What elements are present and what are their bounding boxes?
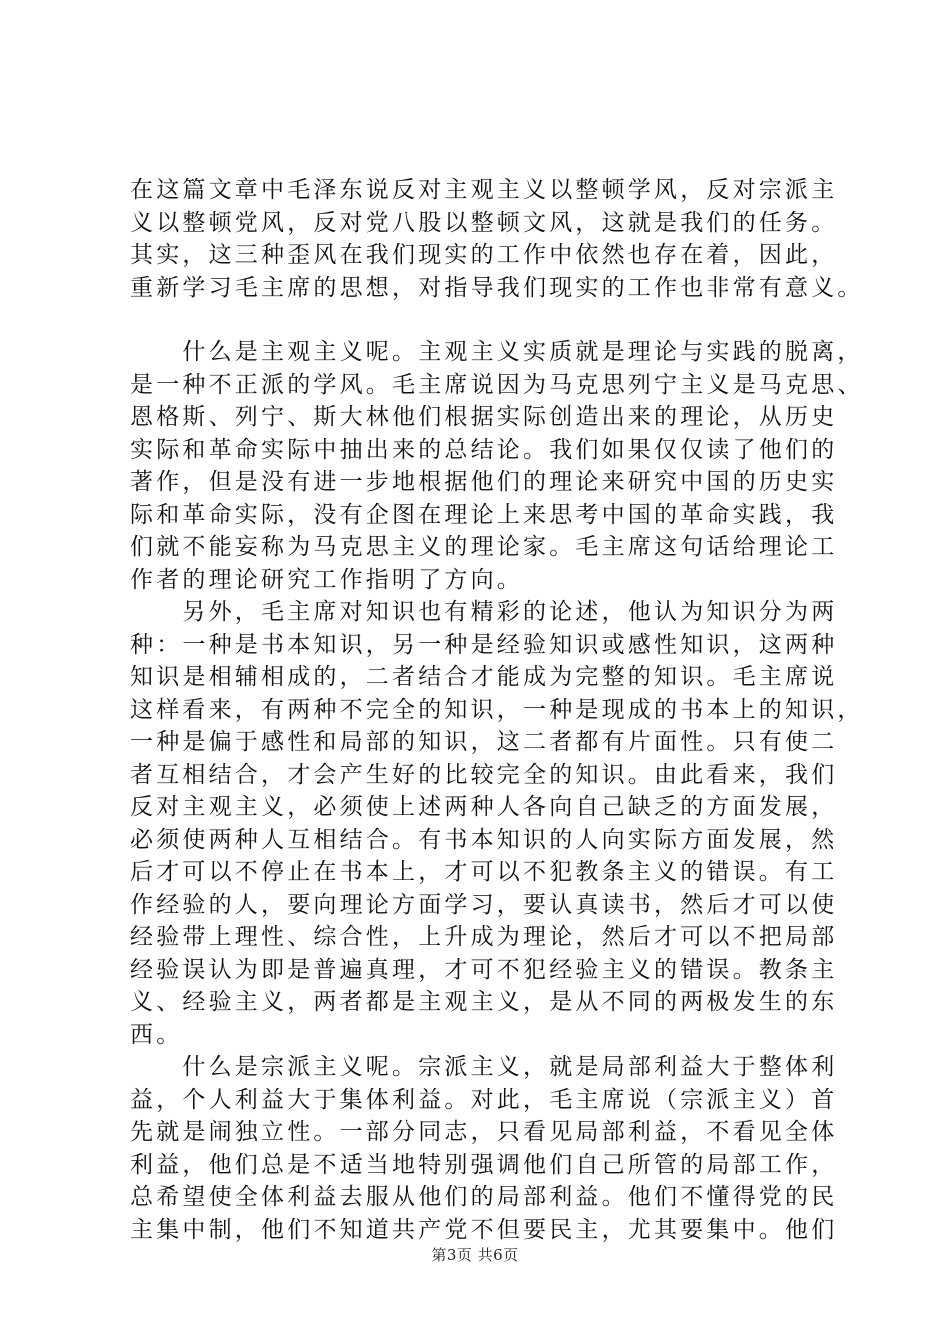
text-line: 什么是宗派主义呢。宗派主义，就是局部利益大于整体利 <box>130 1054 838 1080</box>
text-line: 在这篇文章中毛泽东说反对主观主义以整顿学风，反对宗派主 <box>130 177 838 203</box>
text-line: 者互相结合，才会产生好的比较完全的知识。由此看来，我们 <box>130 761 838 788</box>
text-line: 益，个人利益大于集体利益。对此，毛主席说（宗派主义）首 <box>130 1086 838 1113</box>
text-line: 义、经验主义，两者都是主观主义，是从不同的两极发生的东 <box>130 989 838 1015</box>
document-body <box>130 174 864 1246</box>
text-line: 际和革命实际，没有企图在理论上来思考中国的革命实践，我 <box>130 501 838 528</box>
text-line: 们就不能妄称为马克思主义的理论家。毛主席这句话给理论工 <box>130 534 838 560</box>
text-line: 义以整顿党风，反对党八股以整顿文风，这就是我们的任务。 <box>130 209 838 236</box>
text-line: 经验带上理性、综合性，上升成为理论，然后才可以不把局部 <box>130 924 838 950</box>
text-line: 西。 <box>130 1021 183 1048</box>
text-line: 经验误认为即是普遍真理，才可不犯经验主义的错误。教条主 <box>130 956 838 983</box>
text-line: 其实，这三种歪风在我们现实的工作中依然也存在着，因此， <box>130 242 838 268</box>
paragraph <box>130 336 864 596</box>
text-line: 著作，但是没有进一步地根据他们的理论来研究中国的历史实 <box>130 469 838 495</box>
text-line: 重新学习毛主席的思想，对指导我们现实的工作也非常有意义。 <box>130 274 864 301</box>
page-number: 第3页 共6页 <box>431 1246 519 1264</box>
text-line: 主集中制，他们不知道共产党不但要民主，尤其要集中。他们 <box>130 1216 838 1243</box>
text-line: 这样看来，有两种不完全的知识，一种是现成的书本上的知识， <box>130 696 864 723</box>
text-line: 实际和革命实际中抽出来的总结论。我们如果仅仅读了他们的 <box>130 436 838 463</box>
text-line: 利益，他们总是不适当地特别强调他们自己所管的局部工作， <box>130 1151 838 1178</box>
text-line: 一种是偏于感性和局部的知识，这二者都有片面性。只有使二 <box>130 729 838 755</box>
paragraph-gap <box>130 304 850 336</box>
paragraph <box>130 596 864 1051</box>
paragraph <box>130 1051 850 1246</box>
text-line: 先就是闹独立性。一部分同志，只看见局部利益，不看见全体 <box>130 1119 838 1145</box>
text-line: 知识是相辅相成的，二者结合才能成为完整的知识。毛主席说 <box>130 664 838 690</box>
paragraph <box>130 174 864 304</box>
text-line: 作者的理论研究工作指明了方向。 <box>130 566 523 593</box>
text-line: 作经验的人，要向理论方面学习，要认真读书，然后才可以使 <box>130 891 838 918</box>
text-line: 反对主观主义，必须使上述两种人各向自己缺乏的方面发展， <box>130 794 838 820</box>
text-line: 种：一种是书本知识，另一种是经验知识或感性知识，这两种 <box>130 631 838 658</box>
text-line: 另外，毛主席对知识也有精彩的论述，他认为知识分为两 <box>130 599 838 625</box>
text-line: 恩格斯、列宁、斯大林他们根据实际创造出来的理论，从历史 <box>130 404 838 430</box>
text-line: 总希望使全体利益去服从他们的局部利益。他们不懂得党的民 <box>130 1184 838 1210</box>
text-line: 是一种不正派的学风。毛主席说因为马克思列宁主义是马克思、 <box>130 371 864 398</box>
text-line: 什么是主观主义呢。主观主义实质就是理论与实践的脱离， <box>130 339 864 365</box>
text-line: 后才可以不停止在书本上，才可以不犯教条主义的错误。有工 <box>130 859 838 885</box>
text-line: 必须使两种人互相结合。有书本知识的人向实际方面发展，然 <box>130 826 838 853</box>
